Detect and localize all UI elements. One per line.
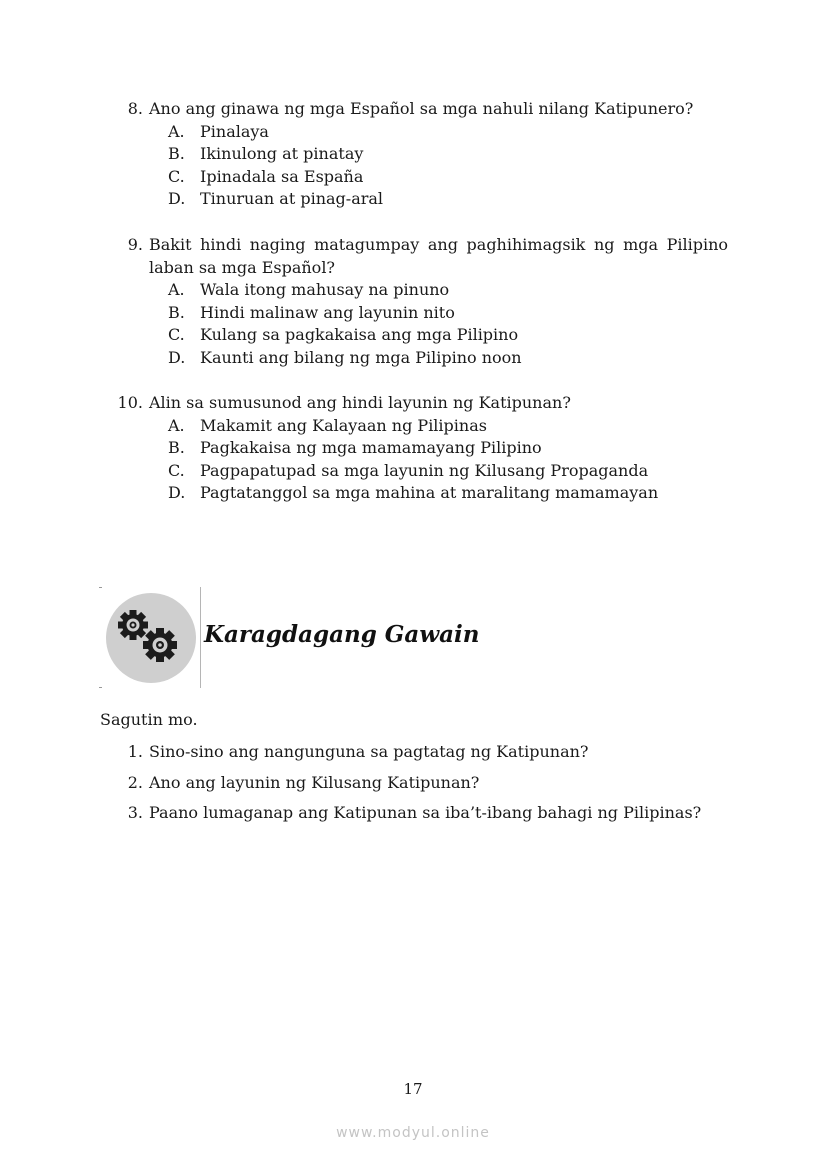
instruction-text: Sagutin mo. [100, 710, 198, 729]
task-text: Sino-sino ang nangunguna sa pagtatag ng Katipunan? [149, 742, 589, 761]
question-text: Ano ang ginawa ng mga Español sa mga nahuli nilang Katipunero? [149, 99, 694, 118]
task-number: 3. [127, 803, 143, 822]
divider [99, 587, 102, 588]
watermark: www.modyul.online [336, 1125, 490, 1141]
question-text: Bakit hindi naging matagumpay ang paghihimagsik ng mga Pilipino laban sa mga Español? [149, 235, 728, 277]
task-item [108, 772, 748, 794]
task-text: Paano lumaganap ang Katipunan sa iba’t-ibang bahagi ng Pilipinas? [149, 803, 702, 822]
option-d: D. Pagtatanggol sa mga mahina at maralitang mamamayan [168, 483, 659, 502]
task-item [108, 741, 748, 763]
task-number: 2. [127, 773, 143, 792]
question-10 [108, 392, 728, 505]
section-header [99, 587, 519, 689]
option-c: C. Ipinadala sa España [168, 166, 364, 186]
gears-icon [106, 593, 196, 683]
option-d: D. Tinuruan at pinag-aral [168, 189, 384, 208]
page-number: 17 [403, 1080, 423, 1098]
option-d: D. Kaunti ang bilang ng mga Pilipino noon [168, 347, 522, 367]
option-b: B. Hindi malinaw ang layunin nito [168, 302, 455, 322]
option-b: B. Ikinulong at pinatay [168, 144, 364, 163]
section-title: Karagdagang Gawain [204, 621, 480, 648]
options-list [108, 279, 728, 369]
question-number: 10. [117, 393, 143, 412]
divider [200, 587, 201, 688]
question-text: Alin sa sumusunod ang hindi layunin ng Katipunan? [149, 393, 571, 412]
option-c: C. Kulang sa pagkakaisa ang mga Pilipino [168, 325, 519, 344]
question-9 [108, 234, 728, 369]
task-item [108, 802, 748, 824]
option-a: A. Makamit ang Kalayaan ng Pilipinas [168, 415, 487, 435]
question-number: 8. [127, 99, 143, 118]
option-b: B. Pagkakaisa ng mga mamamayang Pilipino [168, 438, 542, 457]
task-text: Ano ang layunin ng Kilusang Katipunan? [149, 773, 480, 792]
question-8 [108, 98, 728, 211]
option-a: A. Pinalaya [168, 121, 269, 141]
option-c: C. Pagpapatupad sa mga layunin ng Kilusang Propaganda [168, 460, 649, 480]
task-number: 1. [127, 742, 143, 761]
options-list [108, 121, 728, 211]
options-list [108, 415, 728, 505]
divider [99, 687, 102, 688]
question-number: 9. [127, 235, 143, 254]
option-a: A. Wala itong mahusay na pinuno [168, 280, 450, 299]
